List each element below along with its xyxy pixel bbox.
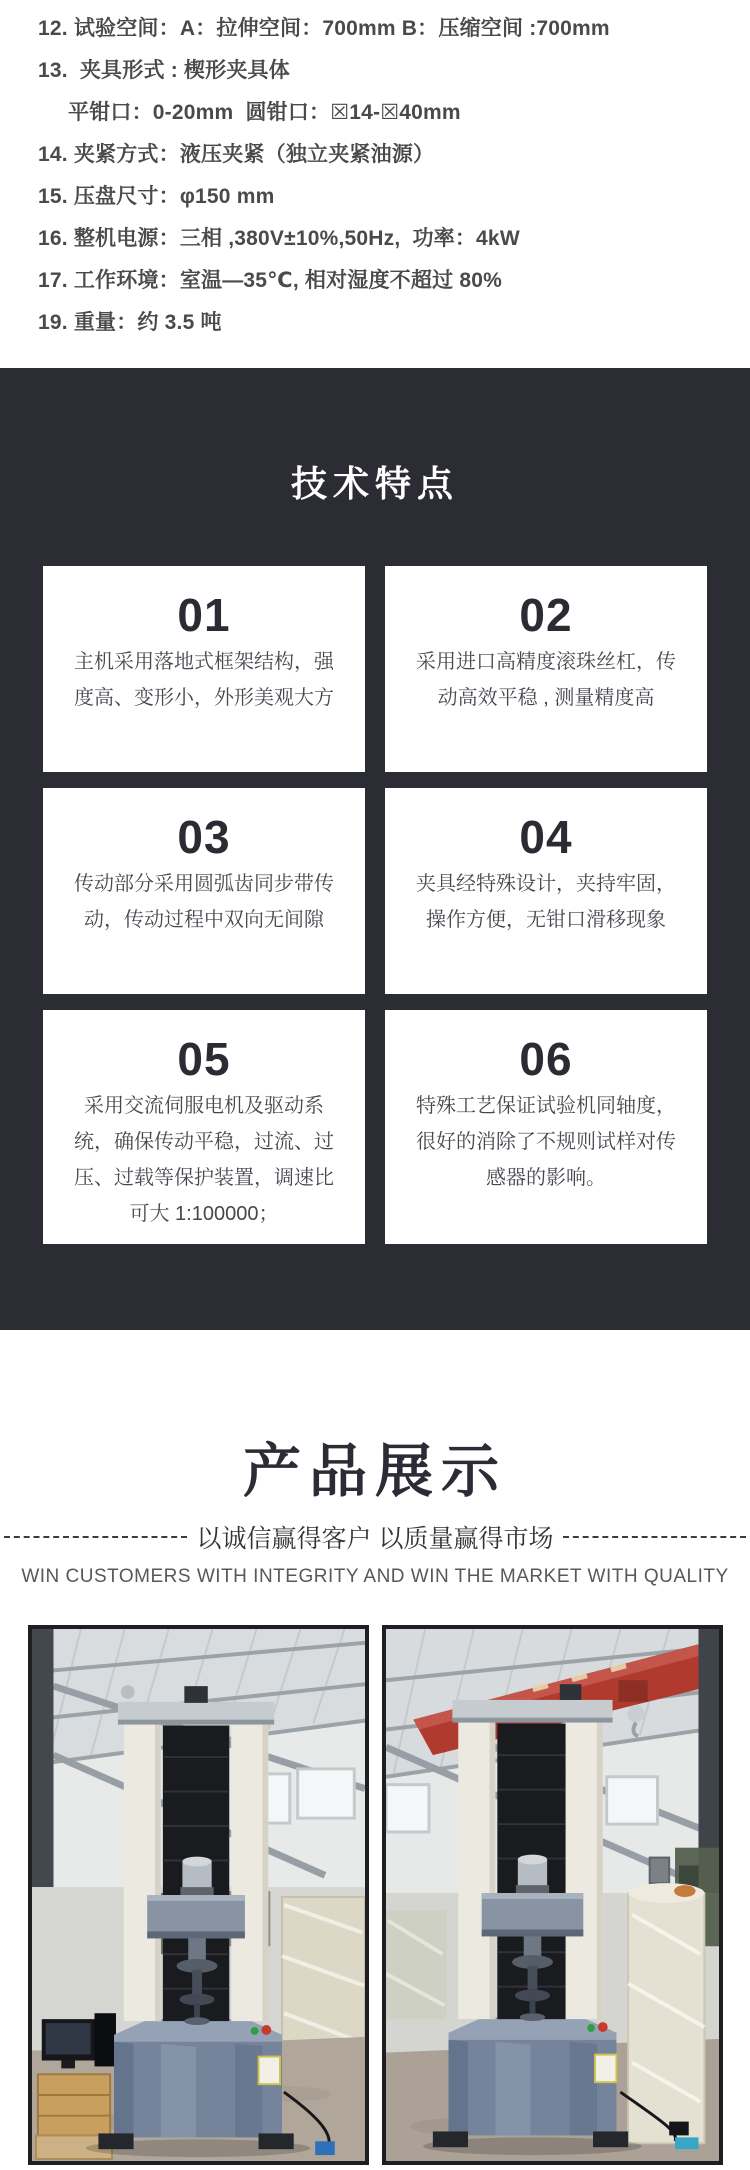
steel-column xyxy=(32,1629,53,1887)
computer-monitor xyxy=(41,2013,115,2068)
product-photos xyxy=(0,1625,750,2165)
lamp xyxy=(120,1685,134,1699)
features-title: 技术特点 xyxy=(290,463,459,504)
tagline xyxy=(0,1520,750,1554)
emergency-stop-button xyxy=(597,2022,607,2032)
dash-line-left xyxy=(4,1536,187,1538)
spec-line: 15. 压盘尺寸：φ150 mm xyxy=(38,185,275,208)
emergency-stop-button xyxy=(261,2025,271,2035)
spec-line: 12. 试验空间：A：拉伸空间：700mm B：压缩空间 :700mm xyxy=(38,17,610,40)
feature-text: 采用进口高精度滚珠丝杠，传动高效平稳 , 测量精度高 xyxy=(416,651,676,709)
spec-line: 19. 重量：约 3.5 吨 xyxy=(38,311,222,334)
tagline-cn: 以诚信赢得客户 以质量赢得市场 xyxy=(196,1525,554,1553)
feature-text: 主机采用落地式框架结构，强度高、变形小，外形美观大方 xyxy=(74,651,334,709)
feature-card-06 xyxy=(385,1010,707,1244)
spec-line: 平钳口：0-20mm 圆钳口：☒14-☒40mm xyxy=(68,101,461,124)
feature-number: 04 xyxy=(519,811,573,863)
warning-sticker xyxy=(594,2055,615,2083)
factory-scene-1 xyxy=(32,1629,365,2161)
feature-card-05 xyxy=(43,1010,365,1244)
feature-number: 02 xyxy=(519,589,573,641)
feature-text: 采用交流伺服电机及驱动系统，确保传动平稳，过流、过压、过载等保护装置，调速比可大 1:100000； xyxy=(74,1095,334,1225)
green-button xyxy=(587,2024,595,2032)
feature-text: 传动部分采用圆弧齿同步带传动，传动过程中双向无间隙 xyxy=(74,873,334,931)
features-section xyxy=(0,368,750,1330)
pendant-control xyxy=(669,2122,689,2136)
feature-number: 05 xyxy=(177,1033,231,1085)
feature-card-04 xyxy=(385,788,707,994)
feature-cards-grid xyxy=(43,566,707,1244)
spec-line: 16. 整机电源：三相 ,380V±10%,50Hz, 功率：4kW xyxy=(38,227,520,250)
green-button xyxy=(250,2027,258,2035)
spec-line: 17. 工作环境：室温—35℃, 相对湿度不超过 80% xyxy=(38,269,502,292)
spec-line: 14. 夹紧方式：液压夹紧（独立夹紧油源） xyxy=(38,143,435,166)
feature-number: 01 xyxy=(177,589,231,641)
showcase-title: 产品展示 xyxy=(242,1439,507,1504)
feature-card-03 xyxy=(43,788,365,994)
spec-list xyxy=(0,0,750,368)
dash-line-right xyxy=(563,1536,746,1538)
feature-number: 03 xyxy=(177,811,231,863)
feature-number: 06 xyxy=(519,1033,573,1085)
showcase-section xyxy=(0,1330,750,2165)
pendant-control xyxy=(315,2141,335,2155)
product-photo-1 xyxy=(28,1625,369,2165)
spec-line: 13. 夹具形式 : 楔形夹具体 xyxy=(38,59,290,82)
factory-scene-2 xyxy=(386,1629,719,2161)
warning-sticker xyxy=(258,2057,279,2085)
feature-card-02 xyxy=(385,566,707,772)
feature-text: 特殊工艺保证试验机同轴度，很好的消除了不规则试样对传感器的影响。 xyxy=(416,1095,676,1189)
feature-card-01 xyxy=(43,566,365,772)
tagline-en: WIN CUSTOMERS WITH INTEGRITY AND WIN THE MARKET WITH QUALITY xyxy=(21,1566,729,1587)
feature-text: 夹具经特殊设计，夹持牢固，操作方便，无钳口滑移现象 xyxy=(416,873,676,931)
product-photo-2 xyxy=(382,1625,723,2165)
